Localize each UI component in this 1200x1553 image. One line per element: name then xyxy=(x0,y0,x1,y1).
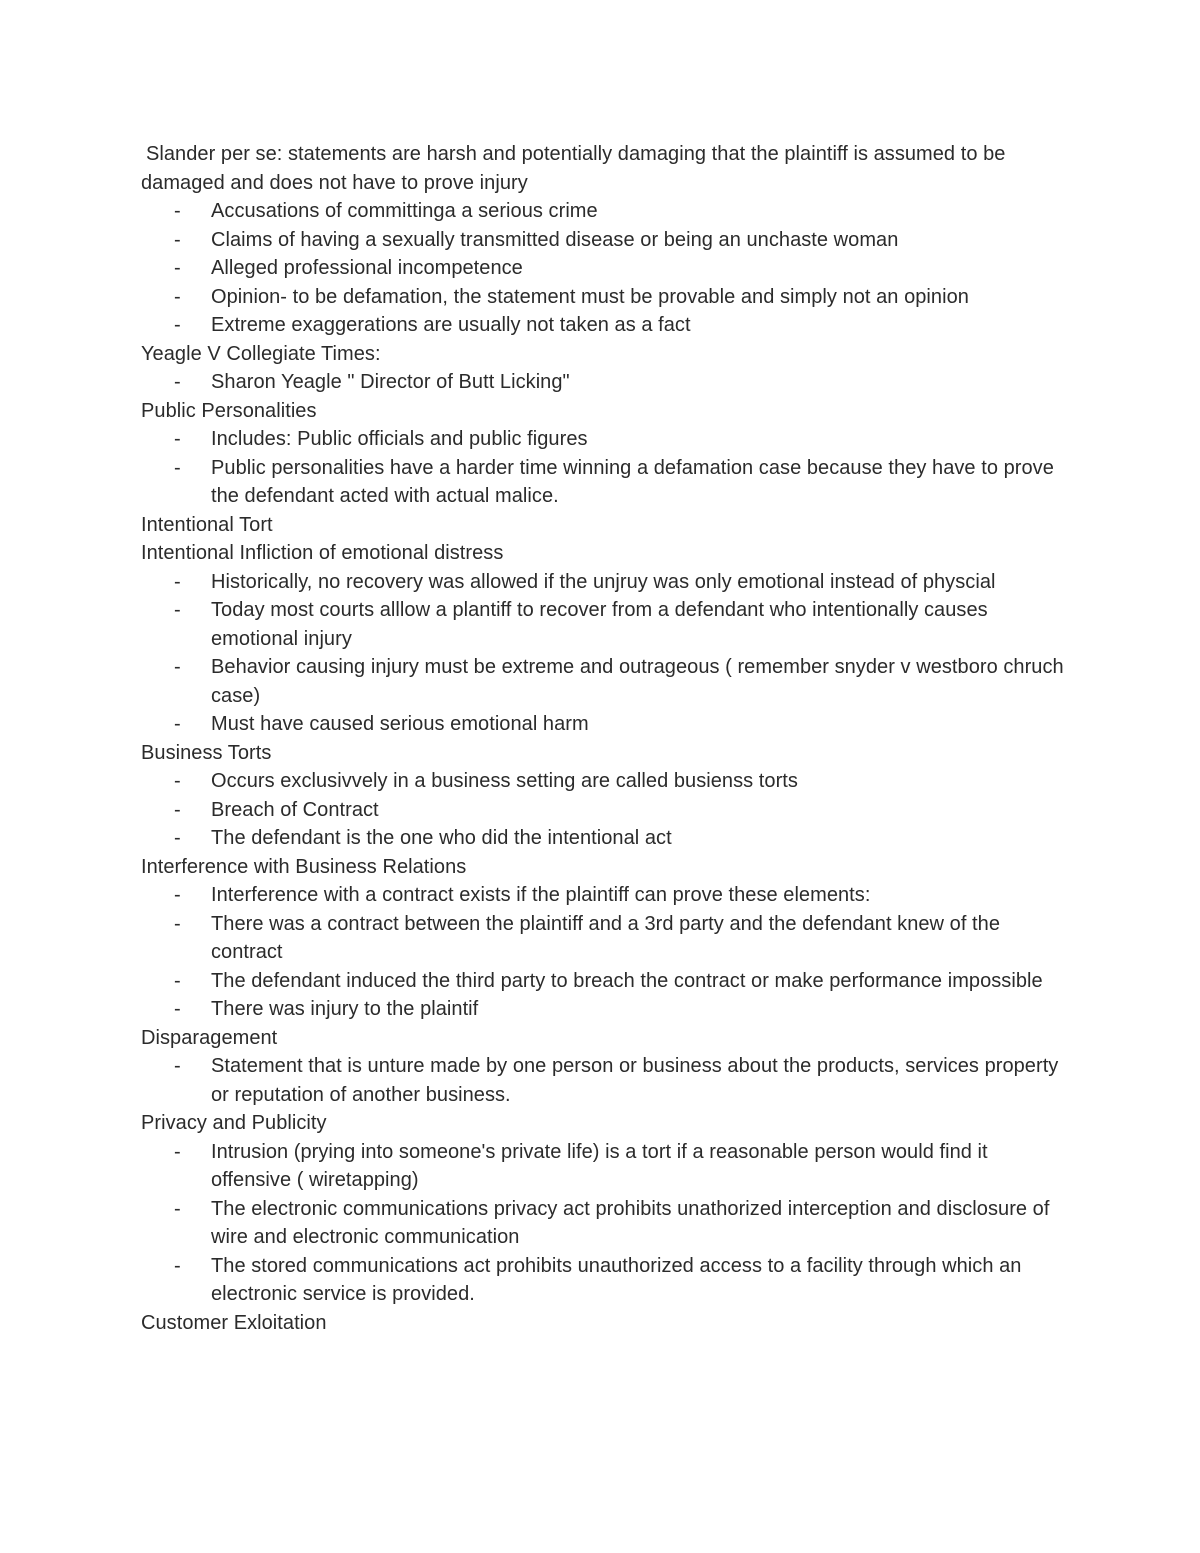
bullet-dash: - xyxy=(174,770,181,792)
list-item xyxy=(141,995,1071,1024)
list-item xyxy=(141,311,1071,340)
bullet-dash: - xyxy=(174,912,181,935)
list-item-text: There was injury to the plaintif xyxy=(211,998,479,1020)
section-heading: Intentional Tort xyxy=(141,513,273,536)
section-heading: Intentional Infliction of emotional distress xyxy=(141,542,504,564)
bullet-dash: - xyxy=(174,428,181,450)
list-item xyxy=(141,767,1071,796)
bullet-dash: - xyxy=(174,371,181,393)
document-body xyxy=(141,140,1071,1337)
list-item-text: Public personalities have a harder time winning a defamation case because they have to prove the defendant acted with actual malice. xyxy=(211,456,1054,507)
bullet-dash: - xyxy=(174,998,181,1020)
list-item-text: Statement that is unture made by one person or business about the products, services property or reputation of another business. xyxy=(211,1055,1059,1106)
bullet-dash: - xyxy=(174,285,181,308)
bullet-dash: - xyxy=(174,713,181,735)
list-item-text: Includes: Public officials and public figures xyxy=(211,428,588,450)
list-item xyxy=(141,967,1071,996)
section-heading: Customer Exloitation xyxy=(141,1311,327,1334)
bullet-dash: - xyxy=(174,1140,181,1163)
list-item xyxy=(141,710,1071,739)
list-item xyxy=(141,568,1071,597)
list-item xyxy=(141,596,1071,653)
section-bullet-list xyxy=(141,767,1071,853)
list-item xyxy=(141,368,1071,397)
list-item-text: Opinion- to be defamation, the statement must be provable and simply not an opinion xyxy=(211,285,969,308)
section-bullet-list xyxy=(141,368,1071,397)
list-item-text: Sharon Yeagle " Director of Butt Licking" xyxy=(211,371,570,393)
section-bullet-list xyxy=(141,1138,1071,1309)
list-item xyxy=(141,1252,1071,1309)
section-heading: Disparagement xyxy=(141,1026,278,1049)
bullet-dash: - xyxy=(174,314,181,336)
bullet-dash: - xyxy=(174,570,181,593)
bullet-dash: - xyxy=(174,884,181,906)
bullet-dash: - xyxy=(174,656,181,678)
list-item-text: Occurs exclusivvely in a business setting are called busienss torts xyxy=(211,770,798,792)
bullet-dash: - xyxy=(174,969,181,992)
list-item-text: Behavior causing injury must be extreme and outrageous ( remember snyder v westboro chruch case) xyxy=(211,656,1064,707)
list-item-text: Must have caused serious emotional harm xyxy=(211,713,589,735)
list-item-text: There was a contract between the plaintiff and a 3rd party and the defendant knew of the contract xyxy=(211,912,1000,963)
list-item xyxy=(141,454,1071,511)
intro-bullet-list xyxy=(141,197,1071,340)
list-item xyxy=(141,824,1071,853)
list-item-text: Intrusion (prying into someone's private life) is a tort if a reasonable person would find it offensive ( wiretapping) xyxy=(211,1140,988,1191)
list-item-text: Extreme exaggerations are usually not taken as a fact xyxy=(211,314,691,336)
list-item-text: Interference with a contract exists if the plaintiff can prove these elements: xyxy=(211,884,871,906)
section-heading: Privacy and Publicity xyxy=(141,1112,327,1134)
bullet-dash: - xyxy=(174,798,181,821)
section-heading: Public Personalities xyxy=(141,399,317,422)
list-item-text: The defendant induced the third party to breach the contract or make performance impossible xyxy=(211,969,1043,992)
bullet-dash: - xyxy=(174,599,181,621)
list-item xyxy=(141,254,1071,283)
list-item xyxy=(141,881,1071,910)
section-bullet-list xyxy=(141,568,1071,739)
list-item-text: Accusations of committinga a serious crime xyxy=(211,200,598,222)
list-item-text: Claims of having a sexually transmitted disease or being an unchaste woman xyxy=(211,228,899,251)
list-item xyxy=(141,197,1071,226)
bullet-dash: - xyxy=(174,200,181,222)
list-item xyxy=(141,425,1071,454)
list-item xyxy=(141,1195,1071,1252)
list-item-text: The stored communications act prohibits unauthorized access to a facility through which an electronic service is provided. xyxy=(211,1254,1022,1305)
list-item-text: Today most courts alllow a plantiff to recover from a defendant who intentionally causes emotional injury xyxy=(211,599,988,650)
list-item xyxy=(141,1138,1071,1195)
section-heading: Yeagle V Collegiate Times: xyxy=(141,342,381,365)
section-heading: Business Torts xyxy=(141,741,272,764)
section-heading: Interference with Business Relations xyxy=(141,855,467,878)
section-bullet-list xyxy=(141,1052,1071,1109)
section-bullet-list xyxy=(141,425,1071,511)
list-item xyxy=(141,1052,1071,1109)
list-item-text: The electronic communications privacy act prohibits unathorized interception and disclosure of wire and electronic communication xyxy=(211,1197,1050,1248)
list-item-text: The defendant is the one who did the intentional act xyxy=(211,827,672,849)
bullet-dash: - xyxy=(174,228,181,251)
bullet-dash: - xyxy=(174,827,181,849)
section-bullet-list xyxy=(141,881,1071,1024)
list-item xyxy=(141,910,1071,967)
list-item-text: Breach of Contract xyxy=(211,798,379,821)
intro-paragraph: Slander per se: statements are harsh and potentially damaging that the plaintiff is assumed to be damaged and does not have to prove injury xyxy=(141,143,1006,194)
list-item xyxy=(141,796,1071,825)
list-item xyxy=(141,226,1071,255)
bullet-dash: - xyxy=(174,1254,181,1277)
list-item xyxy=(141,283,1071,312)
bullet-dash: - xyxy=(174,456,181,479)
list-item-text: Historically, no recovery was allowed if the unjruy was only emotional instead of physcial xyxy=(211,570,996,593)
bullet-dash: - xyxy=(174,1055,181,1077)
bullet-dash: - xyxy=(174,257,181,279)
list-item-text: Alleged professional incompetence xyxy=(211,257,523,279)
bullet-dash: - xyxy=(174,1197,181,1220)
list-item xyxy=(141,653,1071,710)
